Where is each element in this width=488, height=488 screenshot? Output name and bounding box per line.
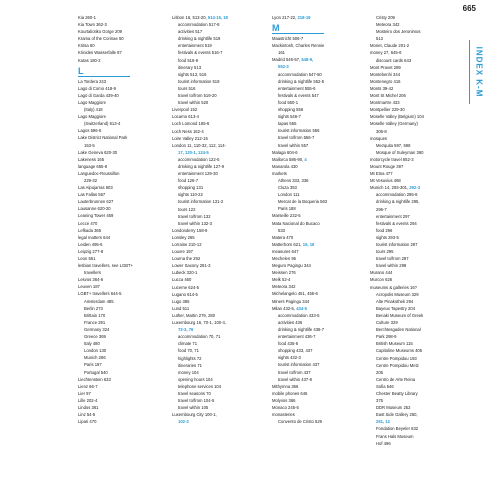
index-entry: Lucca 460 <box>172 277 192 283</box>
index-entry: Michelangelo 451, 455-6 <box>272 291 318 297</box>
index-subentry: Culture 329 <box>376 320 398 326</box>
index-subentry: tourist information 131-2 <box>178 199 224 205</box>
index-entry: Luxembourg City 100-1, <box>172 412 217 418</box>
index-entry: Murano 444 <box>370 270 393 276</box>
index-entry: Lake District National Park <box>78 135 128 141</box>
index-entry: Krama of the Corinae 50 <box>78 36 124 42</box>
index-entry: Lyon 217-22, 218-19 <box>272 15 311 20</box>
index-subentry: itineraries 71 <box>178 362 202 368</box>
index-subentry: shopping 556 <box>278 107 304 113</box>
index-entry: Languedoc-Roussillon <box>78 170 120 176</box>
index-subentry: Convento de Cristo 529 <box>278 419 322 425</box>
index-subentry: food 296 <box>376 227 393 233</box>
index-entry: Moselle Valley (Belgium) 104 <box>370 114 424 120</box>
index-subentry: (Italy) 418 <box>84 107 103 113</box>
index-entry: Mithymna 366 <box>272 383 299 389</box>
index-subentry: tours 122 <box>178 206 196 212</box>
index-subentry: money 104 <box>178 369 199 375</box>
index-entry: Lecce 470 <box>78 220 98 226</box>
index-subentry: discount cards 643 <box>376 57 412 63</box>
index-subentry: travel to/from 519-20 <box>178 93 217 99</box>
index-entry: Lisbon 16, 513-20, 514-15, 18 <box>172 15 228 20</box>
index-subentry: Alte Pinakothek 294 <box>376 298 414 304</box>
index-entry: Lipari 470 <box>78 419 97 425</box>
index-subentry: Mezquita 597, 598 <box>376 142 411 148</box>
index-subentry: entertainment 129-30 <box>178 171 218 177</box>
index-entry: Mont St Michel 206 <box>370 93 406 99</box>
index-subentry: Mercat de la Boqueria 563 <box>278 199 328 205</box>
index-subentry: travel within 437-8 <box>278 376 312 382</box>
side-tab-label: INDEX K-M <box>474 46 484 98</box>
index-entry: Lesvos 364-6 <box>78 277 104 283</box>
index-entry: Montebenhi 344 <box>370 71 401 77</box>
page-number: 665 <box>462 4 476 13</box>
index-subentry: Benaki Museum of Greek <box>376 312 424 318</box>
index-subentry: DDR Museum 252 <box>376 405 411 411</box>
index-entry: mosques <box>370 135 387 141</box>
index-entry: Marseille 232-5 <box>272 213 301 219</box>
index-entry: Lille 202-4 <box>78 397 98 403</box>
index-entry: Kutas 180-2 <box>78 57 101 63</box>
index-subentry: Portugal 540 <box>84 369 108 375</box>
index-subentry: travel to/from 104-5 <box>178 398 215 404</box>
index-subentry: activities 517 <box>178 29 203 35</box>
index-entry: Murcon 626 <box>370 277 393 283</box>
index-subentry: East Side Gallery 250, <box>376 412 418 418</box>
index-subentry: sights 293-5 <box>376 234 399 240</box>
index-entry: Louvre 197 <box>172 249 193 255</box>
index-subentry: Mosque of Suleyman 360 <box>376 149 424 155</box>
index-entry: Liverpool 152 <box>172 107 198 113</box>
index-entry: Kritsa 60 <box>78 43 95 49</box>
index-entry: markets <box>272 170 287 176</box>
index-subentry: entertainment 436-7 <box>278 334 316 340</box>
index-subentry <box>172 149 264 156</box>
index-column-1 <box>78 14 168 425</box>
index-subentry: drinking & nightlife 519 <box>178 36 221 42</box>
index-subentry: Cluza 353 <box>278 185 297 191</box>
index-subentry: Cristy 209 <box>376 15 395 20</box>
index-subentry: opening hours 104 <box>178 376 213 382</box>
index-entry: Lago di Como 418-9 <box>78 85 116 91</box>
index-entry: Monet, Claude 201-2 <box>370 43 410 49</box>
index-entry: Matterhorn 621, 15, 16 <box>272 241 315 247</box>
index-subentry: Sofia 546 <box>376 383 394 389</box>
index-subentry: Capitoline Museums 405 <box>376 348 423 354</box>
index-subentry: food 70, 71 <box>178 348 199 354</box>
index-entry: Liechtenstein 633 <box>78 376 111 382</box>
index-entry: Lago di Garda 439-40 <box>78 92 119 98</box>
index-subentry: telephone services 104 <box>178 383 222 389</box>
index-subentry: food 518-9 <box>178 57 199 63</box>
index-entry: Las Alpujarras 603 <box>78 185 113 191</box>
index-entry: Lourna the 292 <box>172 256 201 262</box>
index-entry: LGBT+ travellers 644-5 <box>78 291 122 297</box>
index-subentry: sights 110-22 <box>178 192 203 198</box>
index-subentry: Centro de Arte Reina <box>376 376 416 382</box>
index-entry: language 655-8 <box>78 163 108 169</box>
index-entry: Mackintosh, Charles Rennie <box>272 43 325 49</box>
index-subentry: travel seasons 70 <box>178 390 211 396</box>
index-entry: Loch Lomond 165-6 <box>172 121 210 127</box>
index-subentry: 375 <box>376 398 383 404</box>
index-subentry: tourist information 297 <box>376 242 418 247</box>
index-entry: Monts 39-42 <box>370 85 394 91</box>
index-subentry: 205 <box>376 369 383 375</box>
index-entry: Lagos 596-5 <box>78 128 102 134</box>
map-page-reference: 17, 120-1, 124-5 <box>178 149 209 155</box>
index-entry: Molyvos 366 <box>272 397 296 403</box>
index-subentry: 306-8 <box>376 128 387 134</box>
index-entry: Loire Valley 212-15 <box>172 135 208 141</box>
index-subentry: Acropolis Museum 329 <box>376 291 419 297</box>
index-entry: Montpellier 229-30 <box>370 107 405 113</box>
index-subentry: tours 516 <box>178 85 196 91</box>
index-entry: Madrid 546-57, 548-9, <box>272 57 314 63</box>
index-entry: Las Fallas 567 <box>78 192 106 198</box>
index-subentry: Paris 197 <box>84 362 102 368</box>
index-subentry: drinking & nightlife 295, <box>376 199 420 205</box>
index-entry: Kia 260-1 <box>78 15 96 20</box>
index-subentry: Chester Beatty Library <box>376 390 418 396</box>
index-entry: Leipzig 277-8 <box>78 248 104 254</box>
index-subentry: Berlin 273 <box>84 305 103 311</box>
map-page-reference: 552-3 <box>278 64 289 70</box>
index-entry: Lund 511 <box>172 305 190 311</box>
index-subentry: itinerary 513 <box>178 64 202 70</box>
index-subentry: Athens 333, 336 <box>278 177 309 183</box>
index-entry: Lago Maggiore <box>78 99 106 105</box>
index-subentry: Mosteiro dos Jeronimos <box>376 29 421 35</box>
map-page-reference: 218-19 <box>297 15 311 20</box>
index-subentry: accommodation 295-6 <box>376 192 418 198</box>
index-subentry: travellers <box>84 270 101 276</box>
index-entry: Krinides Wasserfalle 87 <box>78 50 122 56</box>
index-subentry: sights 432-3 <box>278 355 301 361</box>
index-entry: motorcycle travel 652-3 <box>370 156 414 162</box>
index-entry: Mechelen 95 <box>272 256 296 261</box>
index-entry: Maastricht 506-7 <box>272 36 304 42</box>
index-subentry: accommodation 517-8 <box>178 22 220 28</box>
index-subentry: Munich 286 <box>84 355 106 361</box>
map-page-reference: 434-5 <box>296 305 307 311</box>
index-subentry: tapas 555 <box>278 121 297 127</box>
index-subentry <box>370 418 462 425</box>
index-entry: Lienz 66-7 <box>78 383 98 389</box>
index-subentry: Fondation Beyeler 632 <box>376 426 419 432</box>
index-entry: Mallorca 586-90, 4 <box>272 156 307 162</box>
index-subentry: 513 <box>376 36 383 42</box>
index-subentry: entertainment 519 <box>178 43 212 49</box>
index-entry: lesbian travellers, see LGBT+ <box>78 263 134 269</box>
index-subentry: festivals & events 516-7 <box>178 50 223 56</box>
index-entry: Munich 14, 293-301, 292-3 <box>370 185 421 191</box>
index-entry: Manarola 430 <box>272 163 298 169</box>
index-subentry: Meteora 342 <box>376 22 400 28</box>
index-subentry: drinking & nightlife 127-9 <box>178 163 225 169</box>
index-entry: Linz 54-5 <box>78 412 96 418</box>
index-entry: Leon 561 <box>78 256 96 261</box>
index-entry: Meissen 276 <box>272 270 296 276</box>
index-subentry: tours 295 <box>376 249 394 255</box>
index-column-4 <box>370 14 462 447</box>
index-entry: Lakeness 165 <box>78 156 105 162</box>
index-entry: Kia Town 362-3 <box>78 22 107 28</box>
index-entry: measures 647 <box>272 248 299 254</box>
index-entry: Lake Geneva 620-30 <box>78 149 118 155</box>
index-subentry: Bayeux Tapestry 204 <box>376 305 416 311</box>
index-entry: Lucerne 624-5 <box>172 284 200 290</box>
index-entry: Lago Maggiore <box>78 114 106 120</box>
index-subentry: travel within 132-3 <box>178 220 212 226</box>
index-subentry: tourist information 437 <box>278 362 320 368</box>
index-subentry: Hof 496 <box>376 440 391 446</box>
index-subentry: Berchtesgaden National <box>376 327 421 333</box>
index-subentry: tourist information 556 <box>278 128 320 134</box>
index-subentry: climate 71 <box>178 341 198 347</box>
index-entry: Montmartre 433 <box>370 100 400 106</box>
index-subentry: travel within 557 <box>278 142 309 148</box>
index-entry: Lubeck 320-1 <box>172 270 198 276</box>
index-entry: Kourtaliotiko Gorge 209 <box>78 29 122 35</box>
map-page-reference: 514-15, 18 <box>207 15 228 20</box>
index-subentry: travel to/from 132 <box>178 213 211 219</box>
index-subentry: drinking & nightlife 436-7 <box>278 326 325 332</box>
index-entry: Melk 52-4 <box>272 277 291 283</box>
index-subentry: Centre Pompidou Metz <box>376 362 419 368</box>
index-subentry: food 126-7 <box>178 178 199 184</box>
index-entry: Locarno 613-4 <box>172 114 200 120</box>
index-subentry: 153-5 <box>84 142 95 148</box>
index-subentry: sights 513, 516 <box>178 71 207 77</box>
index-entry: La Tordera 243 <box>78 78 107 84</box>
map-page-reference: 4 <box>304 156 307 162</box>
index-entry: Luxembourg 16, 70-1, 100-4, <box>172 320 227 326</box>
index-entry: Miners Pagingu 344 <box>272 298 310 304</box>
index-entry: Leaning Tower 459 <box>78 213 114 219</box>
index-entry: Lugo 385 <box>172 298 190 304</box>
index-entry: London 11, 110-32, 112, 114- <box>172 142 226 148</box>
index-entry: Moselle Valley (Germany) <box>370 121 418 127</box>
index-subentry: sights 546-7 <box>278 114 301 120</box>
index-entry: Lorraine 210-12 <box>172 242 202 247</box>
index-subentry: Brittain 170 <box>84 312 106 318</box>
index-subentry: Germany 324 <box>84 326 110 332</box>
map-page-reference: 292-3 <box>409 185 421 191</box>
index-subentry: Park 298-9 <box>376 334 397 340</box>
index-entry: Milan 432-5, 434-5 <box>272 305 307 311</box>
index-subentry: accommodation 547-50 <box>278 71 322 77</box>
index-subentry: travel within 298 <box>376 263 407 269</box>
index-side-tab <box>469 40 488 104</box>
index-entry: monasteries <box>272 412 295 418</box>
index-entry: Mount Rouge 397 <box>370 163 404 169</box>
index-subentry: accommodation 433-5 <box>278 312 320 318</box>
index-entry: legal matters 644 <box>78 234 111 240</box>
index-entry: money 27, 645-6 <box>370 50 402 56</box>
index-subentry: entertainment 297 <box>376 213 410 219</box>
index-entry: Luther, Martin 279, 280 <box>172 312 216 318</box>
index-subentry: drinking & nightlife 552-5 <box>278 78 325 84</box>
index-subentry: Centre Pompidou 193 <box>376 355 417 361</box>
index-subentry: Italy 480 <box>84 341 100 347</box>
map-page-reference: 72-3, 76 <box>178 327 194 333</box>
index-entry: Lauterbrunnen 627 <box>78 199 114 205</box>
index-entry: Lefkada 365 <box>78 227 102 233</box>
index-subentry: British Museum 115 <box>376 341 413 347</box>
index-subentry: France 291 <box>84 319 106 325</box>
index-subentry: food 435-6 <box>278 341 299 347</box>
index-subentry <box>172 326 264 333</box>
index-entry: Mt Etna 477 <box>370 171 393 177</box>
index-entry: Londonderry 158-9 <box>172 227 208 233</box>
index-entry: Montenegro 416 <box>370 78 401 84</box>
index-subentry: travel to/from 297 <box>376 256 409 262</box>
index-subentry: travel to/from 437 <box>278 369 311 375</box>
index-subentry: activities 436 <box>278 319 303 325</box>
index-entry: mobile phones 646 <box>272 390 308 396</box>
index-subentry <box>272 63 362 70</box>
index-entry: Lindos 361 <box>78 404 99 410</box>
index-entry: Malaga 604-6 <box>272 149 298 155</box>
index-entry: Leuven 187 <box>78 284 100 290</box>
index-entry: Mata Nacional do Bucaco <box>272 220 320 226</box>
index-entry: Mt Vesuvius 468 <box>370 178 401 184</box>
index-subentry: Paris 188 <box>278 206 296 212</box>
map-page-reference: 15, 16 <box>302 241 315 247</box>
index-entry: Leiden 495-6 <box>78 241 103 247</box>
index-subentry: tourist information 519 <box>178 78 220 84</box>
index-subentry: Frans Hals Museum <box>376 433 414 439</box>
index-subentry: accommodation 122-5 <box>178 156 220 162</box>
index-subentry: London 130 <box>84 348 107 354</box>
map-page-reference: 251, 12 <box>376 419 390 425</box>
index-entry: Lugano 614-5 <box>172 291 198 297</box>
index-entry: Lier 97 <box>78 390 91 396</box>
index-column-3 <box>272 14 362 425</box>
map-page-reference: 548-9, <box>301 57 314 63</box>
index-subentry: travel within 105 <box>178 405 209 411</box>
index-subentry: festivals & events 547 <box>278 92 319 98</box>
index-subentry: Amsterdam 485 <box>84 298 114 304</box>
index-entry: Loch Ness 162-4 <box>172 128 204 134</box>
index-subentry: Greece 369 <box>84 334 106 340</box>
index-subentry: shopping 433, 437 <box>278 348 313 354</box>
index-entry: Meteora 342 <box>272 284 296 290</box>
index-letter-heading: L <box>78 66 130 77</box>
index-subentry: 533 <box>278 227 285 233</box>
index-entry: Meguro Pagingu 344 <box>272 263 311 269</box>
index-entry: Lausanne 620-20 <box>78 206 111 212</box>
index-entry: Lonsley 265 <box>172 234 195 240</box>
index-entry: museums & galleries 16? <box>370 284 418 290</box>
index-subentry: travel to/from 556-7 <box>278 135 315 141</box>
index-subentry: 229-32 <box>84 177 98 183</box>
map-page-reference: 102-3 <box>178 419 189 425</box>
index-column-2 <box>172 14 264 425</box>
index-subentry <box>172 418 264 425</box>
index-subentry: London 111 <box>278 192 300 198</box>
index-letter-heading: M <box>272 23 324 34</box>
index-entry: Monaco 245-6 <box>272 404 299 410</box>
index-subentry: entertainment 555-6 <box>278 85 316 91</box>
index-subentry: 296-7 <box>376 206 387 212</box>
index-subentry: (Switzerland) 613-4 <box>84 121 121 127</box>
index-subentry: festivals & events 294 <box>376 220 417 226</box>
index-subentry: highlights 72 <box>178 355 202 361</box>
index-subentry: 161 <box>278 50 285 56</box>
index-entry: Lower Saxony 281-3 <box>172 263 211 269</box>
index-entry: Matera 470 <box>272 234 294 240</box>
index-entry: Mont Pravet 289 <box>370 64 401 70</box>
index-subentry: food 550-1 <box>278 99 299 105</box>
index-subentry: accommodation 70, 71 <box>178 334 221 340</box>
index-subentry: travel within 520 <box>178 100 209 106</box>
index-subentry: shopping 131 <box>178 185 204 191</box>
